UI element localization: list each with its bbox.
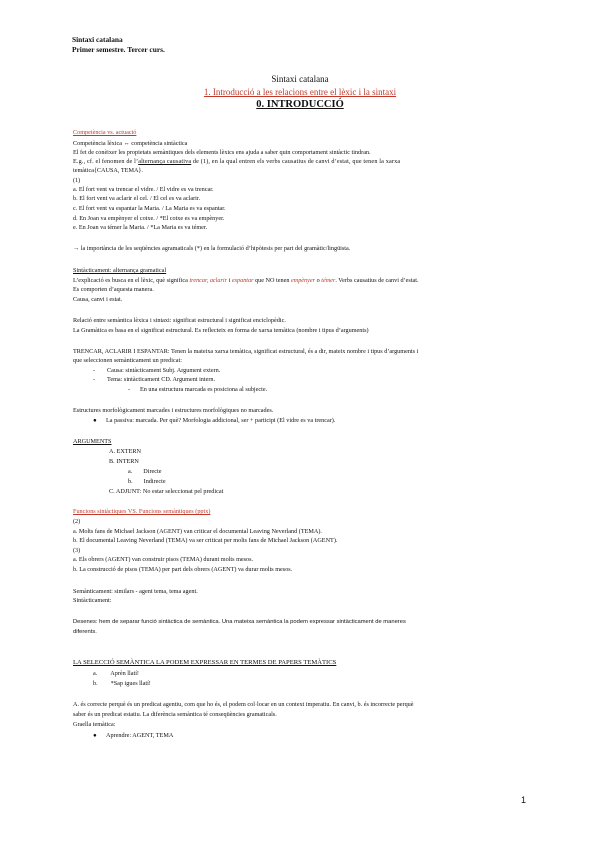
dash-item: - En una estructura marcada es posiciona al subjecte. xyxy=(128,386,268,393)
paragraph-line: temàtica{CAUSA, TEMA}. xyxy=(73,167,143,174)
argument-item: B. INTERN xyxy=(109,458,139,465)
page-number: 1 xyxy=(521,795,527,805)
argument-item: A. EXTERN xyxy=(109,448,141,455)
argument-item: C. ADJUNT: No estar seleccionat pel predicat xyxy=(109,488,224,495)
paragraph-line: E.g., cf. el fenomen de l’alternança causativa de (1), en la qual entren els verbs causatius de canvi d’estat, que tenen la xarxa xyxy=(73,158,401,165)
competence-heading: Competència vs. actuació xyxy=(73,129,137,136)
header-course: Sintaxi catalana xyxy=(72,35,123,44)
bullet-item: ● Aprendre: AGENT, TEMA xyxy=(93,732,174,739)
example-line: b. La construcció de pisos (TEMA) per part dels obrers (AGENT) va durar molts mesos. xyxy=(73,566,293,573)
example-line: d. En Joan va empènyer el cotxe. / *El cotxe es va empènyer. xyxy=(73,215,225,222)
paragraph-line: diferents. xyxy=(73,629,97,635)
paragraph-line: TRENCAR, ACLARIR I ESPANTAR: Tenen la mateixa xarxa temàtica, significat estructural, és a dir, mateix nombre i tipus d’arguments i xyxy=(73,348,419,355)
argument-subitem: b. Indirecte xyxy=(128,478,166,485)
paragraph-line: Desenes: hem de separar funció sintàctica de semàntica. Una mateixa semàntica la podem expressar sintàcticament de maneres xyxy=(73,619,406,625)
paragraph-line: Semànticament: similars - agent tema, tema agent. xyxy=(73,588,198,595)
paragraph-line: → la importància de les seqüències agramaticals (*) en la formulació d’hipòtesis per part del gramàtic/lingüista. xyxy=(73,245,351,252)
example-number: (2) xyxy=(73,518,81,525)
example-line: a. Molts fans de Michael Jackson (AGENT) van criticar el documental Leaving Neverland (TEMA). xyxy=(73,528,322,535)
arguments-heading: ARGUMENTS xyxy=(73,438,112,445)
example-line: b. El fort vent va aclarir el cel. / El cel es va aclarir. xyxy=(73,195,201,202)
example-number: (1) xyxy=(73,177,81,184)
example-line: a. El fort vent va trencar el vidre. / El vidre es va trencar. xyxy=(73,186,214,193)
doc-title: Sintaxi catalana xyxy=(271,74,329,84)
paragraph-line: Causa, canvi i estat. xyxy=(73,296,123,303)
example-number: (3) xyxy=(73,547,81,554)
paragraph-line: L’explicació es busca en el lèxic, què significa trencar, aclarir i espantar que NO tenen empènyer o témer. Verbs causatius de canvi d’estat. xyxy=(73,277,419,284)
alternation-heading: Sintàcticament: alternança gramatical xyxy=(73,267,167,274)
dash-item: - Causa: sintàcticament Subj. Argument extern. xyxy=(93,367,221,374)
paragraph-line: Competència lèxica ↔ competència sintàctica xyxy=(73,140,188,147)
paragraph-line: que seleccionen semànticament un predicat: xyxy=(73,357,182,364)
paragraph-line: Es comporten d’aquesta manera. xyxy=(73,286,154,293)
paragraph-line: Sintàcticament: xyxy=(73,597,112,604)
header-semester: Primer semestre. Tercer curs. xyxy=(72,45,165,54)
example-line: b. El documental Leaving Neverland (TEMA) va ser criticat per molts fans de Michael Jackson (AGENT). xyxy=(73,537,338,544)
selection-heading: LA SELECCIÓ SEMÀNTICA LA PODEM EXPRESSAR EN TERMES DE PAPERS TEMÀTICS xyxy=(73,659,337,666)
example-line: e. En Joan va témer la Maria. / *La Maria es va témer. xyxy=(73,224,208,231)
argument-subitem: a. Directe xyxy=(128,468,162,475)
list-item: b. *Sap igues llatí! xyxy=(93,680,151,687)
example-line: a. Els obrers (AGENT) van construir pisos (TEMA) durant molts mesos. xyxy=(73,556,254,563)
paragraph-line: Graella temàtica: xyxy=(73,721,116,728)
subsection-title: 0. INTRODUCCIÓ xyxy=(256,99,344,110)
paragraph-line: El fet de conèixer les propietats semàntiques dels elements lèxics ens ajuda a saber quin comportament sintàctic tindran. xyxy=(73,149,371,156)
paragraph-line: saber és un predicat estatiu. La diferència semàntica té conseqüències gramaticals. xyxy=(73,711,277,718)
bullet-item: ● La passiva: marcada. Per què? Morfologia addicional, ser + participi (El vidre es va trencar). xyxy=(93,417,336,424)
paragraph-line: Relació entre semàntica lèxica i sintaxi: significat estructural i significat enciclopèdic. xyxy=(73,317,286,324)
paragraph-line: A. és correcte perquè és un predicat agentiu, com que ho és, el podem col·locar en un context imperatiu. En canvi, b. és incorrecte perquè xyxy=(73,701,414,708)
paragraph-line: Estructures morfològicament marcades i estructures morfològiques no marcades. xyxy=(73,407,274,414)
list-item: a. Aprèn llatí! xyxy=(93,670,139,677)
section-title: 1. Introducció a les relacions entre el lèxic i la sintaxi xyxy=(203,87,397,97)
example-line: c. El fort vent va espantar la Maria. / La Maria es va espantar. xyxy=(73,205,226,212)
functions-heading: Funcions sintàctiques VS. Funcions semàntiques (pptx) xyxy=(73,508,211,515)
dash-item: - Tema: sintàcticament CD. Argument intern. xyxy=(93,376,216,383)
paragraph-line: La Gramàtica es basa en el significat estructural. Es reflecteix en forma de xarxa temàtica (nombre i tipus d’arguments) xyxy=(73,327,369,334)
